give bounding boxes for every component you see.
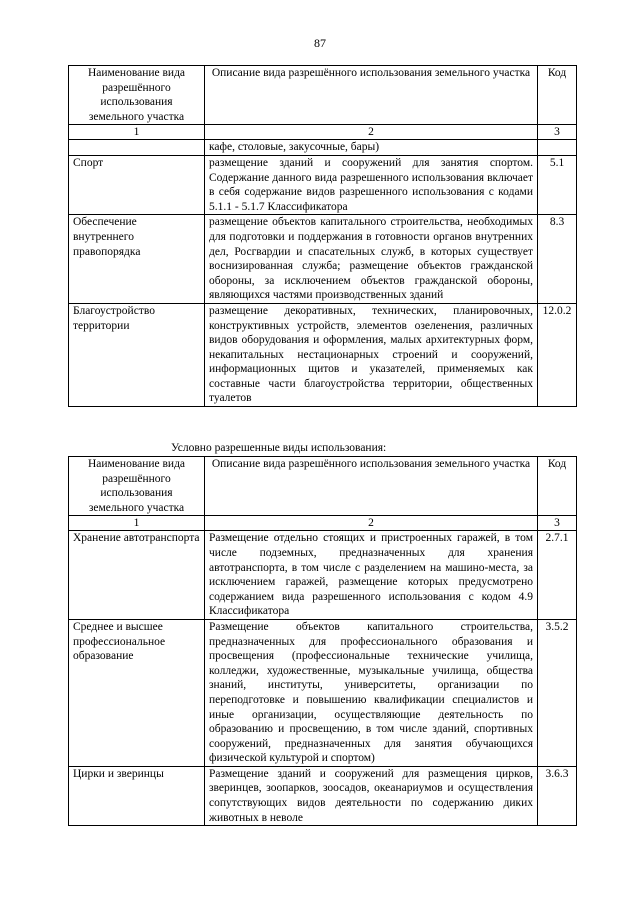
use-name: Обеспечение внутреннего правопорядка <box>69 215 205 304</box>
use-code <box>538 140 577 156</box>
use-code: 8.3 <box>538 215 577 304</box>
use-description: Размещение зданий и сооружений для размещения цирков, зверинцев, зоопарков, зоосадов, океанариумов и осуществления сопутствующих видов деятельности по содержанию диких животных в неволе <box>205 766 538 825</box>
table-row <box>69 619 577 766</box>
land-use-table-main <box>68 65 577 407</box>
column-number: 3 <box>538 516 577 531</box>
header-name: Наименование вида разрешённого использования земельного участка <box>69 457 205 516</box>
land-use-table-conditional <box>68 456 577 826</box>
use-name: Цирки и зверинцы <box>69 766 205 825</box>
header-name: Наименование вида разрешённого использования земельного участка <box>69 66 205 125</box>
column-numbering-row <box>69 125 577 140</box>
table-row <box>69 155 577 214</box>
header-code: Код <box>538 457 577 516</box>
column-number: 1 <box>69 125 205 140</box>
use-description: размещение зданий и сооружений для занятия спортом. Содержание данного вида разрешенного использования включает в себя содержание видов разрешенного использования с кодами 5.1.1 - 5.1.7 Классификатора <box>205 155 538 214</box>
use-description: Размещение отдельно стоящих и пристроенных гаражей, в том числе подземных, предназначенных для хранения автотранспорта, в том числе с разделением на машино-места, за исключением гаражей, размещение которых предусмотрено содержанием вида разрешенного использования с кодом 4.9 Классификатора <box>205 531 538 620</box>
header-description: Описание вида разрешённого использования земельного участка <box>205 457 538 516</box>
column-number: 2 <box>205 516 538 531</box>
column-number: 2 <box>205 125 538 140</box>
use-name: Благоустройство территории <box>69 303 205 406</box>
header-description: Описание вида разрешённого использования земельного участка <box>205 66 538 125</box>
use-code: 12.0.2 <box>538 303 577 406</box>
use-name <box>69 140 205 156</box>
use-code: 5.1 <box>538 155 577 214</box>
use-description: Размещение объектов капитального строительства, предназначенных для профессионального образования и просвещения (профессиональные технические училища, колледжи, художественные, музыкальные училища, общества знаний, институты, университеты, организации по переподготовке и повышению квалификации специалистов и иные организации, осуществляющие деятельность по образованию и просвещению, в том числе зданий, спортивных сооружений, предназначенных для занятия обучающихся физической культурой и спортом) <box>205 619 538 766</box>
use-code: 2.7.1 <box>538 531 577 620</box>
use-name: Хранение автотранспорта <box>69 531 205 620</box>
use-description: кафе, столовые, закусочные, бары) <box>205 140 538 156</box>
use-code: 3.5.2 <box>538 619 577 766</box>
column-number: 1 <box>69 516 205 531</box>
header-code: Код <box>538 66 577 125</box>
use-description: размещение объектов капитального строительства, необходимых для подготовки и поддержания в готовности органов внутренних дел, Росгвардии и спасательных служб, в которых существует воснизированная служба; размещение объектов гражданской обороны, за исключением объектов гражданской обороны, являющихся частями производственных зданий <box>205 215 538 304</box>
table-row <box>69 531 577 620</box>
use-name: Среднее и высшее профессиональное образование <box>69 619 205 766</box>
table-row <box>69 140 577 156</box>
column-number: 3 <box>538 125 577 140</box>
use-description: размещение декоративных, технических, планировочных, конструктивных устройств, элементов озеленения, различных видов оборудования и оформления, малых архитектурных форм, некапитальных нестационарных строений и сооружений, информационных щитов и указателей, применяемых как составные части благоустройства территории, общественных туалетов <box>205 303 538 406</box>
table-row <box>69 766 577 825</box>
page-number: 87 <box>314 36 326 50</box>
table-header-row <box>69 66 577 125</box>
use-code: 3.6.3 <box>538 766 577 825</box>
table-row <box>69 215 577 304</box>
table-header-row <box>69 457 577 516</box>
use-name: Спорт <box>69 155 205 214</box>
table-row <box>69 303 577 406</box>
column-numbering-row <box>69 516 577 531</box>
conditional-uses-caption: Условно разрешенные виды использования: <box>171 442 387 454</box>
